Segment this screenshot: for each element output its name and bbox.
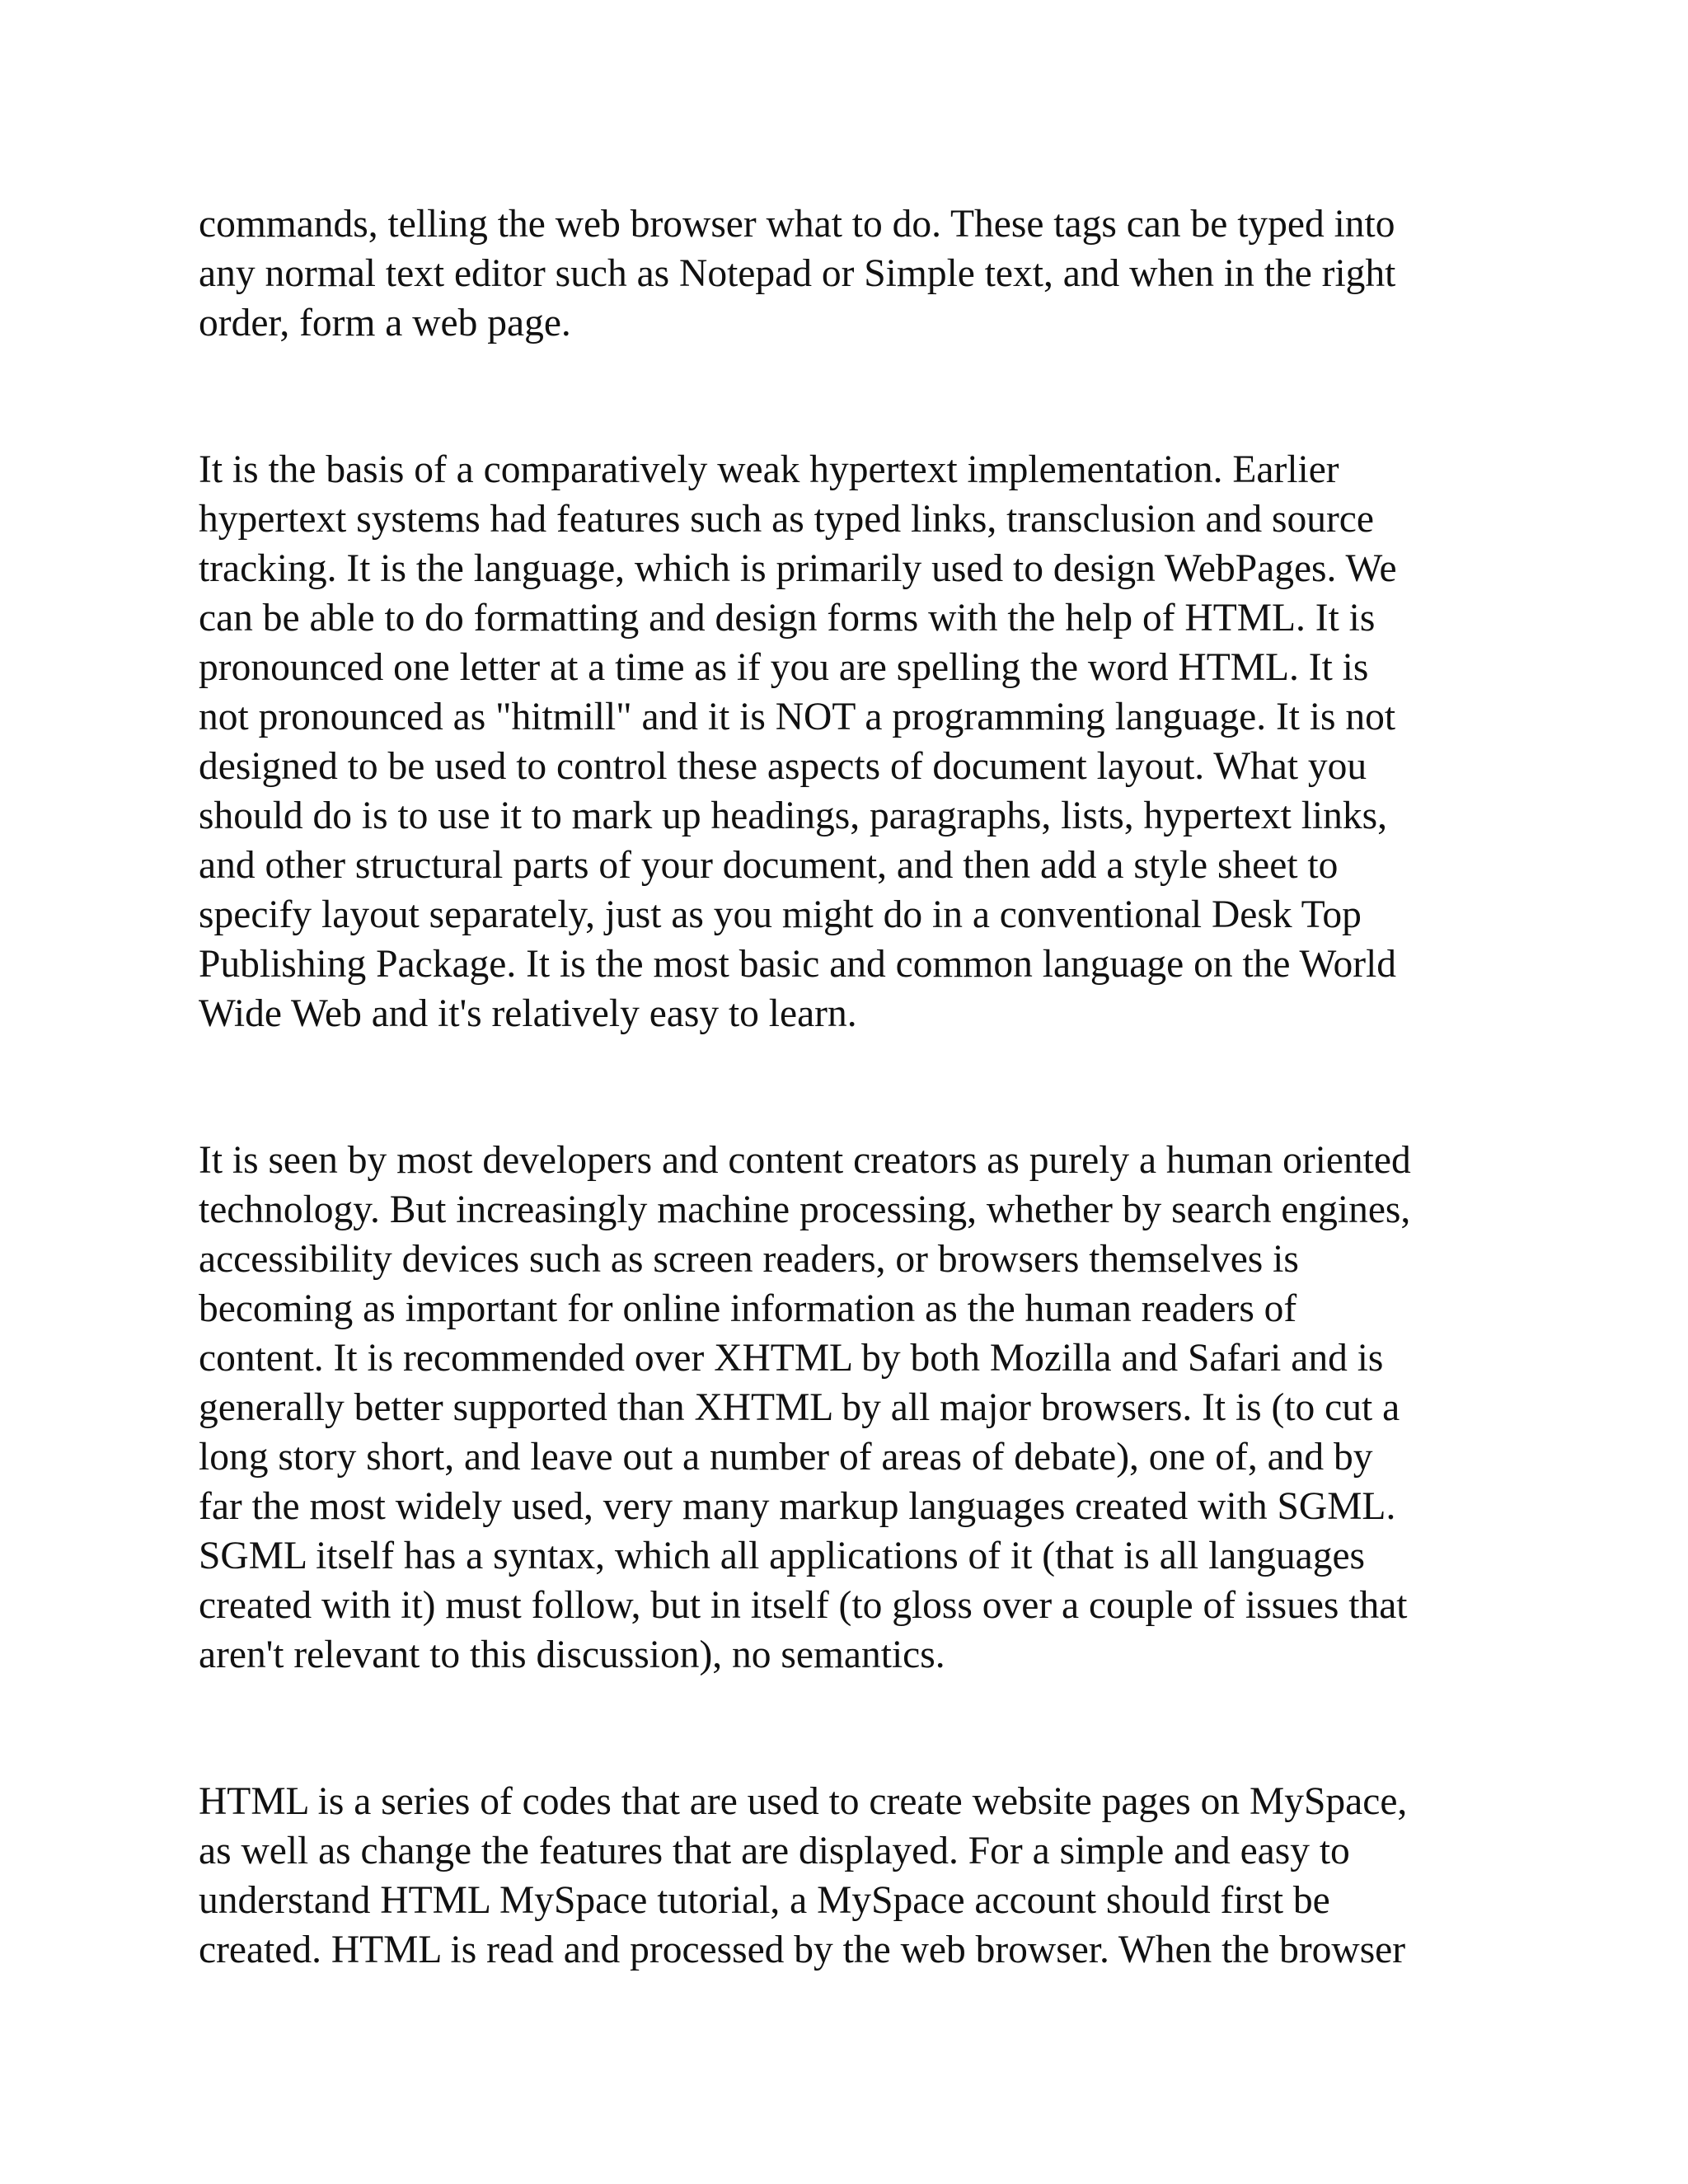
paragraph-2-line-7: designed to be used to control these aspects of document layout. What you — [199, 745, 1367, 788]
paragraph-2-line-9: and other structural parts of your document, and then add a style sheet to — [199, 844, 1339, 887]
paragraph-3-line-4: becoming as important for online information as the human readers of — [199, 1287, 1297, 1330]
paragraph-3-line-2: technology. But increasingly machine processing, whether by search engines, — [199, 1188, 1411, 1231]
paragraph-2-line-1: It is the basis of a comparatively weak hypertext implementation. Earlier — [199, 448, 1339, 491]
paragraph-3-line-3: accessibility devices such as screen readers, or browsers themselves is — [199, 1238, 1299, 1281]
paragraph-4-line-2: as well as change the features that are displayed. For a simple and easy to — [199, 1830, 1350, 1872]
paragraph-1-line-2: any normal text editor such as Notepad or Simple text, and when in the right — [199, 252, 1396, 295]
paragraph-3-line-7: long story short, and leave out a number of areas of debate), one of, and by — [199, 1436, 1373, 1479]
paragraph-4-line-1: HTML is a series of codes that are used to create website pages on MySpace, — [199, 1780, 1408, 1823]
paragraph-4-line-3: understand HTML MySpace tutorial, a MySpace account should first be — [199, 1879, 1330, 1922]
paragraph-1-line-1: commands, telling the web browser what to do. These tags can be typed into — [199, 203, 1395, 246]
paragraph-4-line-4: created. HTML is read and processed by the web browser. When the browser — [199, 1929, 1406, 1971]
paragraph-2-line-11: Publishing Package. It is the most basic and common language on the World — [199, 943, 1397, 986]
paragraph-3-line-9: SGML itself has a syntax, which all applications of it (that is all languages — [199, 1535, 1366, 1577]
paragraph-3-line-1: It is seen by most developers and content creators as purely a human oriented — [199, 1139, 1411, 1182]
paragraph-2-line-5: pronounced one letter at a time as if you are spelling the word HTML. It is — [199, 646, 1369, 689]
paragraph-2-line-8: should do is to use it to mark up headings, paragraphs, lists, hypertext links, — [199, 794, 1387, 837]
paragraph-3-line-10: created with it) must follow, but in itself (to gloss over a couple of issues that — [199, 1584, 1408, 1627]
paragraph-1-line-3: order, form a web page. — [199, 302, 571, 344]
paragraph-3-line-6: generally better supported than XHTML by all major browsers. It is (to cut a — [199, 1386, 1400, 1429]
paragraph-2-line-3: tracking. It is the language, which is primarily used to design WebPages. We — [199, 547, 1397, 590]
paragraph-3-line-8: far the most widely used, very many markup languages created with SGML. — [199, 1485, 1396, 1528]
paragraph-2-line-4: can be able to do formatting and design forms with the help of HTML. It is — [199, 597, 1376, 640]
paragraph-3-line-5: content. It is recommended over XHTML by both Mozilla and Safari and is — [199, 1337, 1384, 1380]
paragraph-2-line-2: hypertext systems had features such as typed links, transclusion and source — [199, 498, 1374, 541]
paragraph-2-line-12: Wide Web and it's relatively easy to learn. — [199, 992, 857, 1035]
paragraph-2-line-10: specify layout separately, just as you might do in a conventional Desk Top — [199, 893, 1362, 936]
paragraph-2-line-6: not pronounced as "hitmill" and it is NOT a programming language. It is not — [199, 696, 1396, 738]
paragraph-3-line-11: aren't relevant to this discussion), no semantics. — [199, 1633, 945, 1676]
